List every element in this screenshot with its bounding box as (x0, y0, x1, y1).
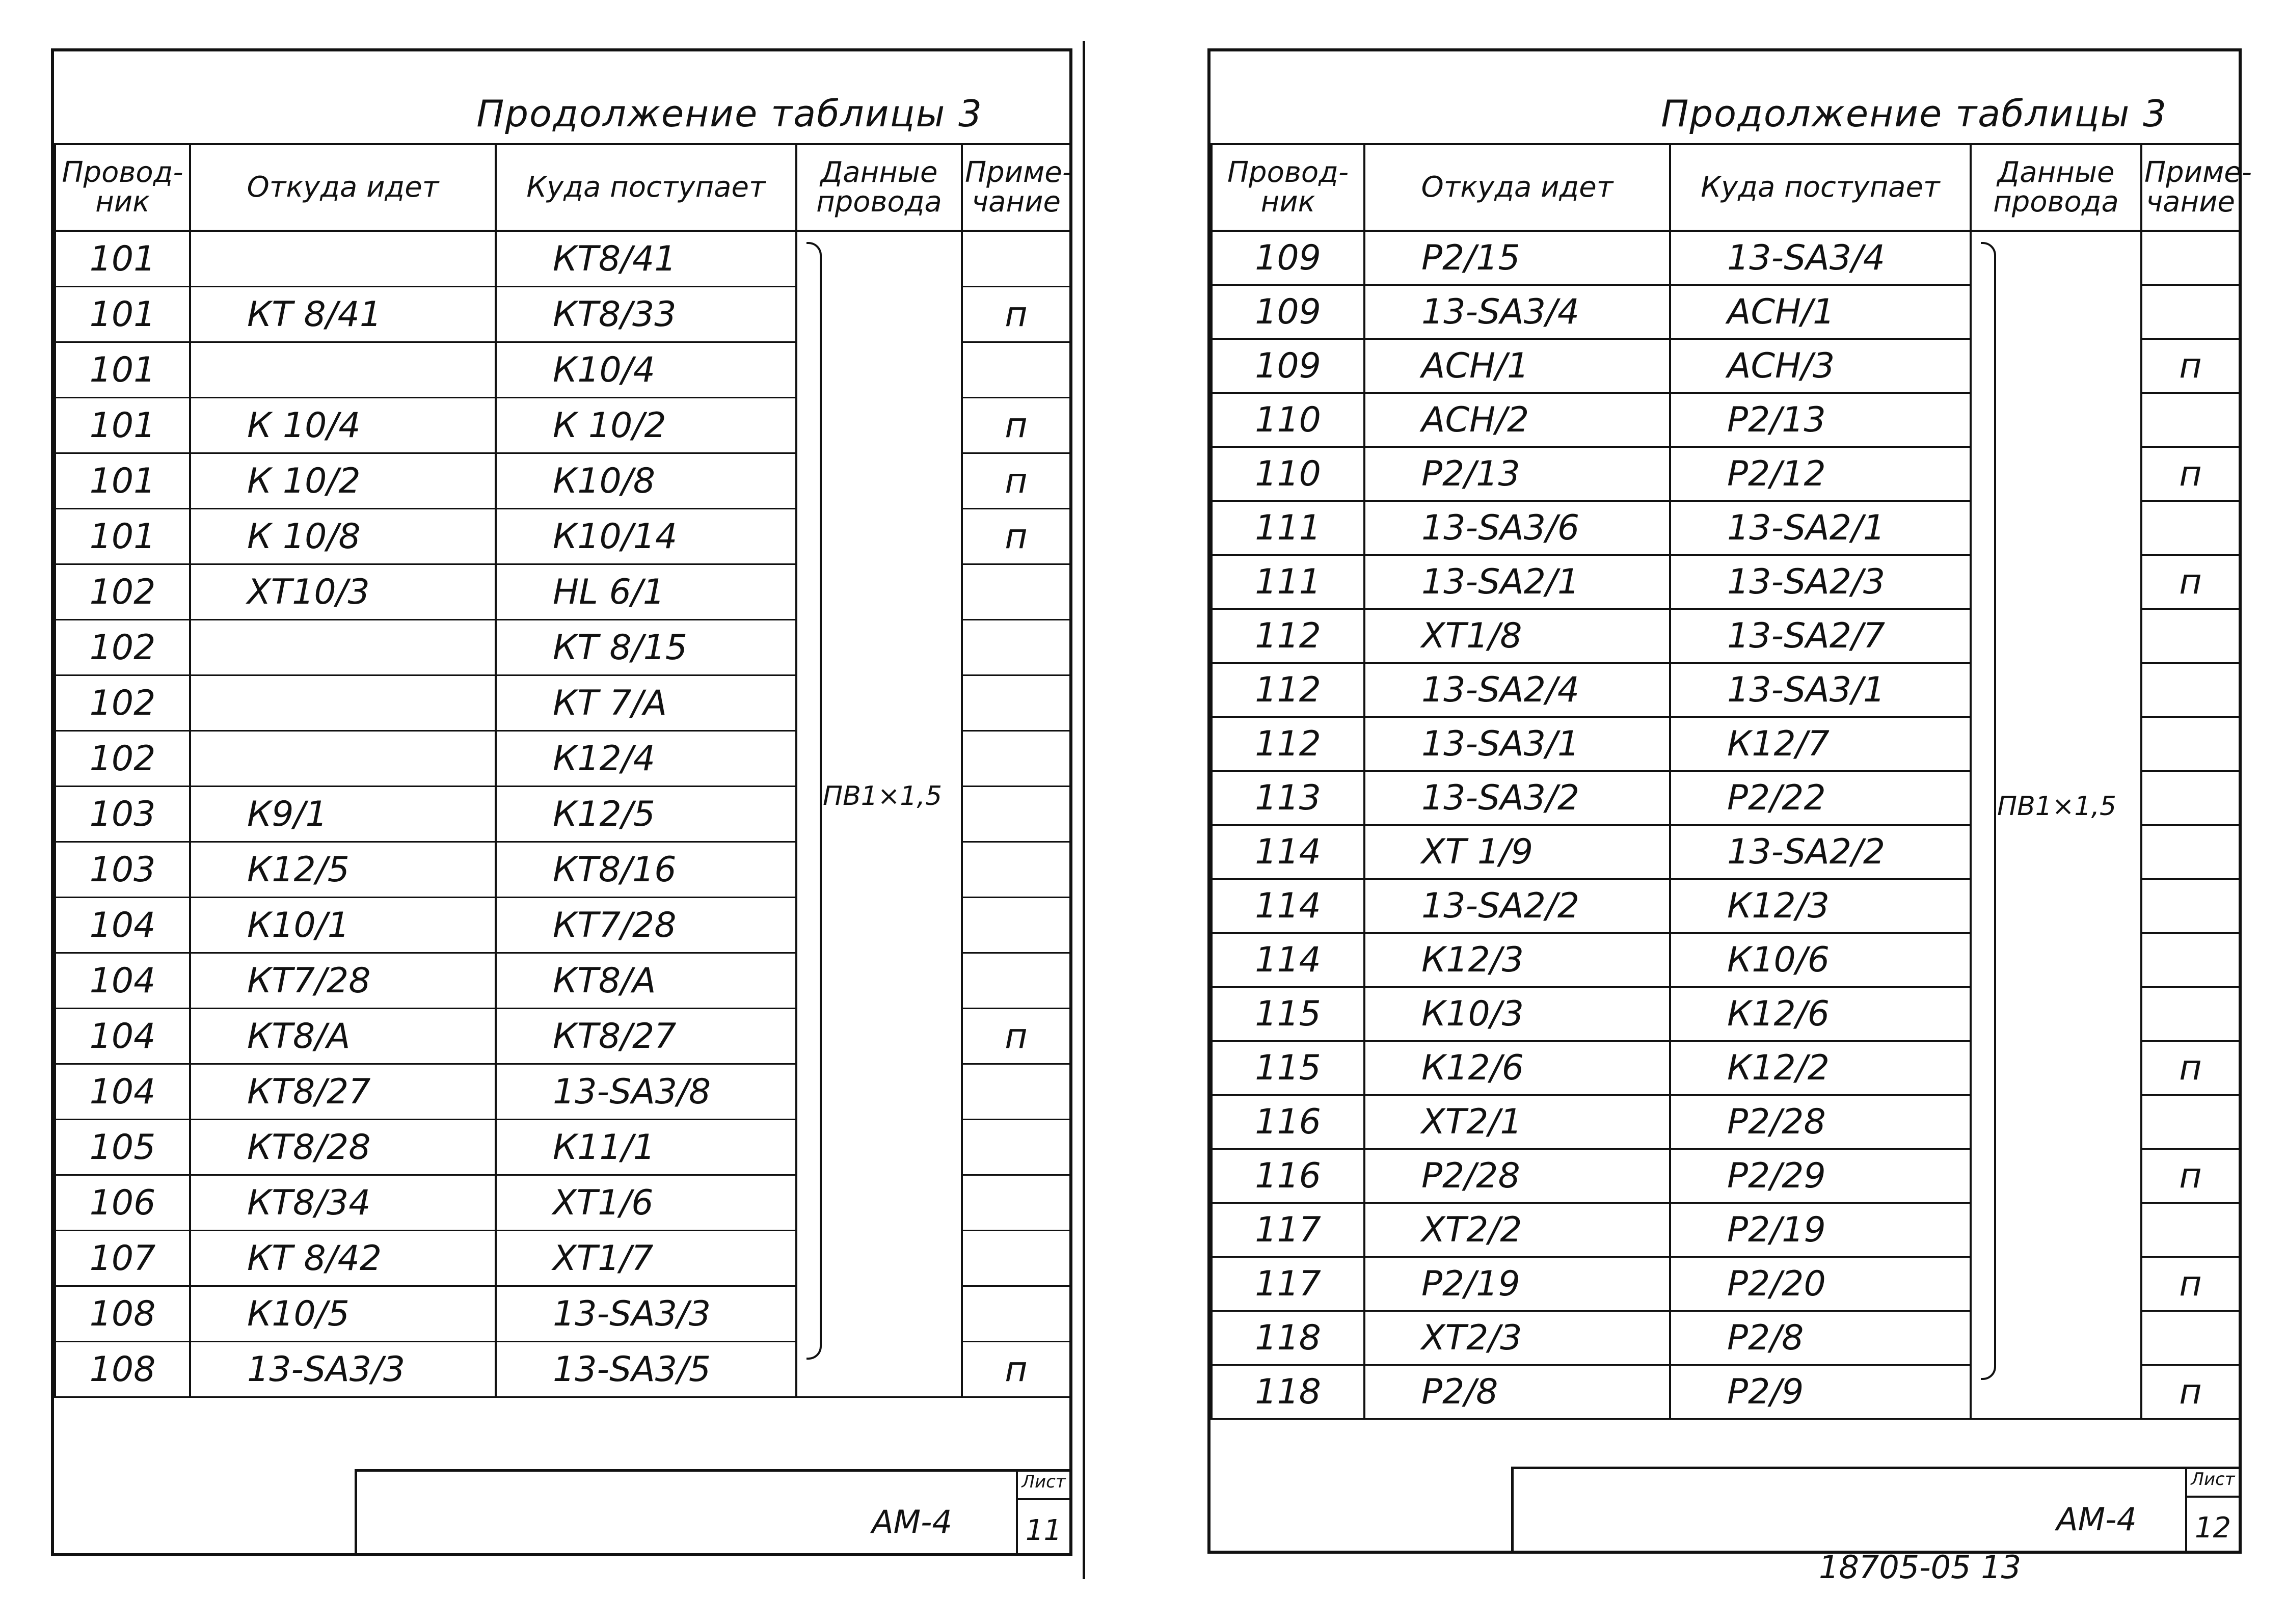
cell-from: ХТ2/1 (1364, 1095, 1670, 1149)
cell-to: К12/6 (1670, 987, 1971, 1041)
cell-from: КТ 8/41 (190, 287, 496, 342)
cell-from: ХТ2/2 (1364, 1203, 1670, 1257)
cell-to: Р2/13 (1670, 393, 1971, 447)
cell-to: К11/1 (496, 1120, 796, 1175)
cell-wire: 106 (55, 1175, 190, 1231)
cell-wire: 102 (55, 675, 190, 731)
cell-to: 13-SA3/3 (496, 1286, 796, 1342)
cell-data (1971, 231, 2141, 1419)
header-data: Данные провода (796, 144, 962, 231)
cell-wire: 116 (1212, 1149, 1364, 1203)
cell-note: п (2141, 1257, 2240, 1311)
sheet-number-box (2185, 1469, 2239, 1551)
cell-note (2141, 1095, 2240, 1149)
cell-to: ХТ1/6 (496, 1175, 796, 1231)
cell-note (2141, 1203, 2240, 1257)
cell-to: К10/6 (1670, 933, 1971, 987)
cell-to: Р2/20 (1670, 1257, 1971, 1311)
cell-wire: 102 (55, 731, 190, 787)
cell-note: п (962, 398, 1070, 453)
sheet-label: Лист (1018, 1472, 1069, 1500)
cell-note (962, 953, 1070, 1009)
cell-note (2141, 501, 2240, 555)
cell-to: Р2/22 (1670, 771, 1971, 825)
cell-wire: 114 (1212, 933, 1364, 987)
cell-note: п (2141, 1365, 2240, 1419)
title-block (355, 1469, 1069, 1553)
cell-wire: 103 (55, 842, 190, 898)
brace-bracket (806, 242, 822, 1360)
cell-note (2141, 933, 2240, 987)
cell-from: ХТ10/3 (190, 564, 496, 620)
cell-wire: 101 (55, 398, 190, 453)
cell-note (962, 1064, 1070, 1120)
wire-data-label: ПВ1×1,5 (1997, 791, 2117, 822)
cell-note: п (2141, 555, 2240, 609)
sheet-left (51, 48, 1072, 1556)
cell-from: К12/5 (190, 842, 496, 898)
cell-to: КТ8/41 (496, 231, 796, 287)
header-to: Куда поступает (496, 144, 796, 231)
cell-note (962, 842, 1070, 898)
cell-wire: 104 (55, 953, 190, 1009)
header-note: Приме-чание (2141, 144, 2240, 231)
cell-to: 13-SA2/1 (1670, 501, 1971, 555)
cell-to: КТ 7/А (496, 675, 796, 731)
cell-from: 13-SA2/4 (1364, 663, 1670, 717)
cell-from: 13-SA3/4 (1364, 285, 1670, 339)
cell-note (962, 564, 1070, 620)
cell-from: 13-SA3/2 (1364, 771, 1670, 825)
cell-note (962, 1175, 1070, 1231)
cell-to: HL 6/1 (496, 564, 796, 620)
sheet-number: 12 (2194, 1511, 2231, 1545)
table-row (1212, 231, 2240, 285)
cell-note (2141, 285, 2240, 339)
cell-from: 13-SA3/6 (1364, 501, 1670, 555)
cell-to: К10/4 (496, 342, 796, 398)
cell-from (190, 342, 496, 398)
cell-to: КТ8/16 (496, 842, 796, 898)
cell-from (190, 231, 496, 287)
cell-note (2141, 717, 2240, 771)
cell-note: п (2141, 339, 2240, 393)
cell-to: АСН/3 (1670, 339, 1971, 393)
cell-note (2141, 879, 2240, 933)
cell-from: К10/1 (190, 898, 496, 953)
cell-note (2141, 663, 2240, 717)
cell-from: К12/6 (1364, 1041, 1670, 1095)
cell-wire: 111 (1212, 555, 1364, 609)
cell-note (962, 1120, 1070, 1175)
cell-from: КТ7/28 (190, 953, 496, 1009)
cell-from: 13-SA2/1 (1364, 555, 1670, 609)
wire-table-left (54, 143, 1071, 1398)
cell-wire: 112 (1212, 609, 1364, 663)
cell-wire: 101 (55, 342, 190, 398)
cell-wire: 104 (55, 1009, 190, 1064)
cell-to: КТ8/27 (496, 1009, 796, 1064)
cell-from: ХТ 1/9 (1364, 825, 1670, 879)
cell-note (962, 675, 1070, 731)
cell-note: п (962, 453, 1070, 509)
cell-to: К 10/2 (496, 398, 796, 453)
document-code: АМ-4 (2056, 1501, 2137, 1538)
cell-wire: 103 (55, 787, 190, 842)
cell-note (962, 342, 1070, 398)
cell-wire: 111 (1212, 501, 1364, 555)
cell-to: К12/7 (1670, 717, 1971, 771)
cell-to: Р2/9 (1670, 1365, 1971, 1419)
cell-from: К 10/4 (190, 398, 496, 453)
cell-wire: 101 (55, 287, 190, 342)
cell-to: К12/2 (1670, 1041, 1971, 1095)
cell-from: К 10/8 (190, 509, 496, 564)
cell-from: КТ8/34 (190, 1175, 496, 1231)
cell-from: КТ8/28 (190, 1120, 496, 1175)
cell-wire: 101 (55, 453, 190, 509)
sheet-divider-line (1083, 41, 1085, 1579)
continuation-title: Продолжение таблицы 3 (1661, 92, 2167, 135)
cell-to: К12/4 (496, 731, 796, 787)
cell-note (962, 731, 1070, 787)
cell-to: К10/14 (496, 509, 796, 564)
cell-to: 13-SA3/8 (496, 1064, 796, 1120)
cell-note (2141, 609, 2240, 663)
cell-wire: 105 (55, 1120, 190, 1175)
cell-from: 13-SA2/2 (1364, 879, 1670, 933)
header-data: Данные провода (1971, 144, 2141, 231)
document-number: 18705-05 13 (1819, 1549, 2022, 1586)
cell-to: 13-SA2/2 (1670, 825, 1971, 879)
cell-wire: 109 (1212, 339, 1364, 393)
cell-wire: 115 (1212, 987, 1364, 1041)
cell-from: Р2/28 (1364, 1149, 1670, 1203)
cell-wire: 110 (1212, 447, 1364, 501)
wire-table-right (1211, 143, 2252, 1420)
cell-wire: 118 (1212, 1311, 1364, 1365)
cell-to: Р2/8 (1670, 1311, 1971, 1365)
cell-note: п (2141, 1149, 2240, 1203)
cell-wire: 102 (55, 620, 190, 675)
sheet-number: 11 (1025, 1514, 1062, 1547)
cell-wire: 112 (1212, 663, 1364, 717)
table-body (1212, 231, 2240, 1419)
cell-from: КТ8/А (190, 1009, 496, 1064)
cell-wire: 101 (55, 231, 190, 287)
sheet-label: Лист (2187, 1469, 2239, 1498)
header-note: Приме-чание (962, 144, 1070, 231)
cell-wire: 109 (1212, 231, 1364, 285)
cell-data (796, 231, 962, 1397)
cell-from (190, 620, 496, 675)
cell-wire: 108 (55, 1342, 190, 1397)
table-body (55, 231, 1070, 1397)
cell-note (962, 1231, 1070, 1286)
cell-from: К10/5 (190, 1286, 496, 1342)
cell-note: п (962, 1009, 1070, 1064)
cell-to: 13-SA3/5 (496, 1342, 796, 1397)
sheet-right (1207, 48, 2252, 1554)
cell-note (962, 787, 1070, 842)
cell-to: К12/5 (496, 787, 796, 842)
cell-note (2141, 393, 2240, 447)
cell-to: КТ 8/15 (496, 620, 796, 675)
cell-to: Р2/29 (1670, 1149, 1971, 1203)
cell-note (962, 231, 1070, 287)
cell-to: КТ8/33 (496, 287, 796, 342)
cell-note: п (2141, 1041, 2240, 1095)
cell-wire: 110 (1212, 393, 1364, 447)
cell-wire: 117 (1212, 1257, 1364, 1311)
cell-from: 13-SA3/1 (1364, 717, 1670, 771)
cell-note (962, 1286, 1070, 1342)
cell-wire: 116 (1212, 1095, 1364, 1149)
cell-wire: 114 (1212, 879, 1364, 933)
cell-note: п (962, 509, 1070, 564)
cell-from: АСН/2 (1364, 393, 1670, 447)
cell-wire: 109 (1212, 285, 1364, 339)
cell-from: Р2/19 (1364, 1257, 1670, 1311)
cell-from: КТ 8/42 (190, 1231, 496, 1286)
cell-to: Р2/12 (1670, 447, 1971, 501)
cell-note (2141, 1311, 2240, 1365)
cell-note (2141, 231, 2240, 285)
cell-to: К10/8 (496, 453, 796, 509)
brace-bracket (1981, 242, 1996, 1380)
cell-note: п (962, 287, 1070, 342)
cell-note (2141, 825, 2240, 879)
cell-wire: 107 (55, 1231, 190, 1286)
cell-to: КТ8/А (496, 953, 796, 1009)
cell-from: Р2/15 (1364, 231, 1670, 285)
cell-wire: 101 (55, 509, 190, 564)
cell-wire: 112 (1212, 717, 1364, 771)
cell-note (2141, 987, 2240, 1041)
cell-note: п (962, 1342, 1070, 1397)
cell-from (190, 675, 496, 731)
cell-from: К9/1 (190, 787, 496, 842)
header-to: Куда поступает (1670, 144, 1971, 231)
cell-to: 13-SA3/1 (1670, 663, 1971, 717)
cell-wire: 113 (1212, 771, 1364, 825)
table-row (55, 231, 1070, 287)
cell-note: п (2141, 447, 2240, 501)
title-block (1511, 1467, 2239, 1551)
cell-wire: 104 (55, 898, 190, 953)
document-code: АМ-4 (872, 1503, 952, 1540)
cell-to: АСН/1 (1670, 285, 1971, 339)
cell-to: КТ7/28 (496, 898, 796, 953)
cell-to: ХТ1/7 (496, 1231, 796, 1286)
cell-from: ХТ2/3 (1364, 1311, 1670, 1365)
cell-from: АСН/1 (1364, 339, 1670, 393)
header-from: Откуда идет (190, 144, 496, 231)
continuation-title: Продолжение таблицы 3 (476, 92, 983, 135)
cell-wire: 118 (1212, 1365, 1364, 1419)
cell-from: ХТ1/8 (1364, 609, 1670, 663)
cell-to: 13-SA3/4 (1670, 231, 1971, 285)
cell-to: Р2/19 (1670, 1203, 1971, 1257)
cell-note (962, 898, 1070, 953)
header-wire: Провод-ник (55, 144, 190, 231)
cell-wire: 104 (55, 1064, 190, 1120)
cell-wire: 108 (55, 1286, 190, 1342)
cell-from (190, 731, 496, 787)
header-wire: Провод-ник (1212, 144, 1364, 231)
cell-to: 13-SA2/7 (1670, 609, 1971, 663)
cell-wire: 114 (1212, 825, 1364, 879)
cell-note (962, 620, 1070, 675)
cell-to: К12/3 (1670, 879, 1971, 933)
cell-from: Р2/13 (1364, 447, 1670, 501)
cell-from: КТ8/27 (190, 1064, 496, 1120)
cell-wire: 102 (55, 564, 190, 620)
cell-to: 13-SA2/3 (1670, 555, 1971, 609)
wire-data-label: ПВ1×1,5 (823, 781, 943, 811)
cell-from: К10/3 (1364, 987, 1670, 1041)
header-from: Откуда идет (1364, 144, 1670, 231)
cell-to: Р2/28 (1670, 1095, 1971, 1149)
cell-wire: 115 (1212, 1041, 1364, 1095)
cell-from: 13-SA3/3 (190, 1342, 496, 1397)
cell-note (2141, 771, 2240, 825)
sheet-number-box (1016, 1472, 1069, 1553)
cell-from: К12/3 (1364, 933, 1670, 987)
cell-wire: 117 (1212, 1203, 1364, 1257)
cell-from: К 10/2 (190, 453, 496, 509)
cell-from: Р2/8 (1364, 1365, 1670, 1419)
